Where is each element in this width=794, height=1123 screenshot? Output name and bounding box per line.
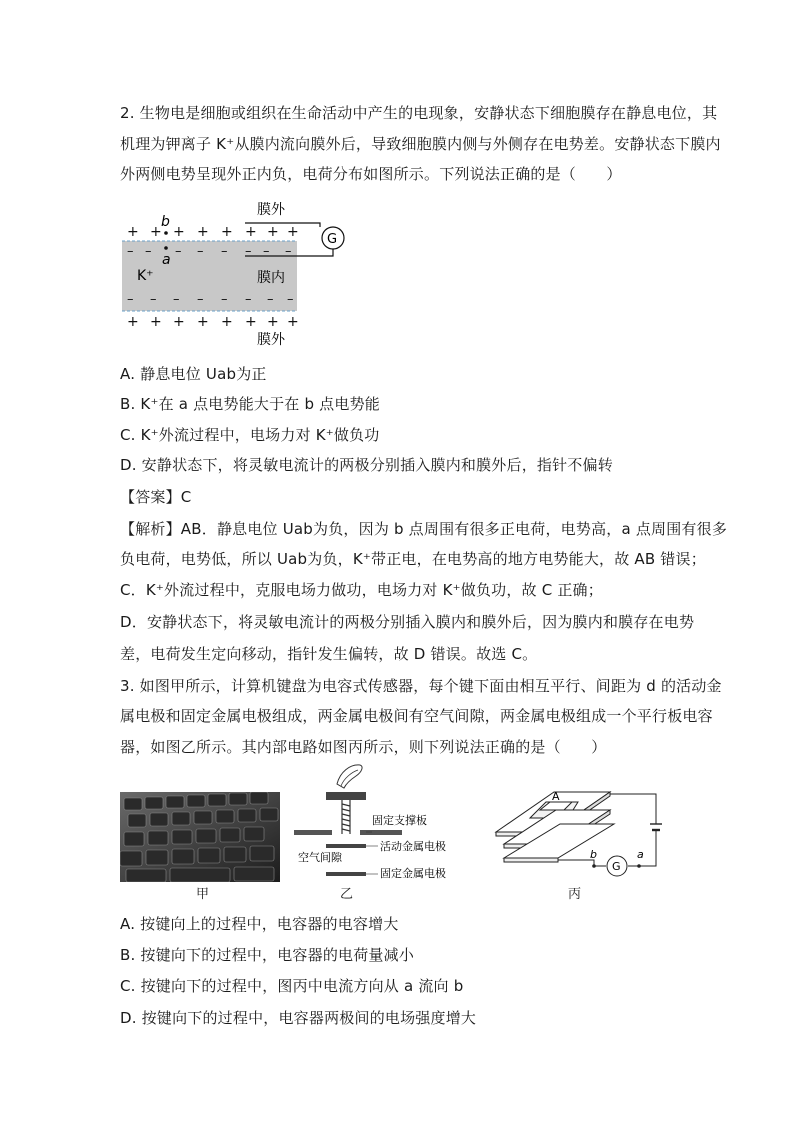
figure-jia-caption: 甲 [196,887,210,902]
k-ion-label: K⁺ [137,268,154,284]
q2-answer: 【答案】C [120,488,192,506]
svg-text:+: + [287,224,299,240]
point-a-label: a [162,252,171,268]
figure-yi-caption: 乙 [340,887,354,902]
svg-text:+: + [150,224,162,240]
q2-stem-line-1: 2. 生物电是细胞或组织在生命活动中产生的电现象，安静状态下细胞膜存在静息电位，其 [120,104,718,122]
svg-text:–: – [245,244,252,259]
svg-text:–: – [285,244,292,259]
svg-text:+: + [221,314,233,330]
svg-text:–: – [287,292,294,307]
svg-text:+: + [267,224,279,240]
q3-option-b: B. 按键向下的过程中，电容器的电荷量减小 [120,946,415,964]
q3-option-a: A. 按键向上的过程中，电容器的电容增大 [120,915,399,933]
svg-text:–: – [127,244,134,259]
svg-text:+: + [173,224,185,240]
svg-text:–: – [245,292,252,307]
q2-analysis-line-1: 【解析】AB．静息电位 Uab为负，因为 b 点周围有很多正电荷，电势高，a 点周围有很多 [120,520,728,538]
svg-text:–: – [150,292,157,307]
q2-stem-line-2: 机理为钾离子 K⁺从膜内流向膜外后，导致细胞膜内侧与外侧存在电势差。安静状态下膜内 [120,135,721,153]
q3-option-c: C. 按键向下的过程中，图丙中电流方向从 a 流向 b [120,977,464,995]
svg-text:–: – [127,292,134,307]
svg-text:–: – [197,292,204,307]
q2-stem-line-3: 外两侧电势呈现外正内负，电荷分布如图所示。下列说法正确的是（ ） [120,165,622,183]
svg-text:–: – [267,292,274,307]
capacitor-circuit [494,780,672,884]
q2-option-a: A. 静息电位 Uab为正 [120,365,267,383]
label-outside-top: 膜外 [257,202,285,218]
q2-option-d: D. 安静状态下，将灵敏电流计的两极分别插入膜内和膜外后，指针不偏转 [120,456,613,474]
q2-analysis-line-4: D．安静状态下，将灵敏电流计的两极分别插入膜内和膜外后，因为膜内和膜存在电势 [120,613,695,631]
label-air-gap: 空气间隙 [298,851,342,864]
q2-option-b: B. K⁺在 a 点电势能大于在 b 点电势能 [120,395,380,413]
svg-text:+: + [221,224,233,240]
svg-text:+: + [245,224,257,240]
q3-stem-line-1: 3. 如图甲所示，计算机键盘为电容式传感器，每个键下面由相互平行、间距为 d 的活动金 [120,677,722,695]
q3-stem-line-2: 属电极和固定金属电极组成，两金属电极间有空气间隙，两金属电极组成一个平行板电容 [120,707,713,725]
label-fixed-electrode: 固定金属电极 [380,867,446,880]
galvanometer-label-bing: G [612,860,621,873]
svg-text:–: – [175,244,182,259]
label-fixed-support-plate: 固定支撑板 [372,814,427,827]
q2-option-c: C. K⁺外流过程中，电场力对 K⁺做负功 [120,426,380,444]
figure-bing-caption: 丙 [568,887,582,902]
label-inside: 膜内 [257,270,285,286]
svg-text:–: – [263,244,270,259]
svg-text:+: + [287,314,299,330]
svg-text:+: + [197,314,209,330]
q2-analysis-line-5: 差，电荷发生定向移动，指针发生偏转，故 D 错误。故选 C。 [120,645,538,663]
svg-text:+: + [127,314,139,330]
q3-stem-line-3: 器，如图乙所示。其内部电路如图丙所示，则下列说法正确的是（ ） [120,738,607,756]
q2-analysis-line-2: 负电荷，电势低，所以 Uab为负，K⁺带正电，在电势高的地方电势能大，故 AB 错误； [120,550,706,568]
svg-text:+: + [173,314,185,330]
galvanometer-label: G [327,232,338,247]
svg-text:–: – [145,244,152,259]
point-b-label-bing: b [590,848,597,861]
q3-option-d: D. 按键向下的过程中，电容器两极间的电场强度增大 [120,1009,477,1027]
keyboard-photo [120,792,280,882]
svg-text:–: – [221,292,228,307]
svg-text:+: + [245,314,257,330]
bottom-positive-charges [127,314,299,330]
svg-text:+: + [150,314,162,330]
label-outside-bottom: 膜外 [257,332,285,348]
key-a-label: A [552,790,560,803]
key-cross-section [292,762,467,884]
q2-analysis-line-3: C．K⁺外流过程中，克服电场力做功，电场力对 K⁺做负功，故 C 正确； [120,581,603,599]
svg-text:+: + [267,314,279,330]
svg-text:–: – [173,292,180,307]
svg-text:–: – [221,244,228,259]
svg-text:+: + [127,224,139,240]
svg-text:+: + [197,224,209,240]
top-positive-charges [127,224,299,240]
membrane-figure [115,196,355,348]
point-a-label-bing: a [637,848,644,861]
point-b-label: b [161,214,170,230]
label-movable-electrode: 活动金属电极 [380,840,446,853]
svg-text:–: – [197,244,204,259]
